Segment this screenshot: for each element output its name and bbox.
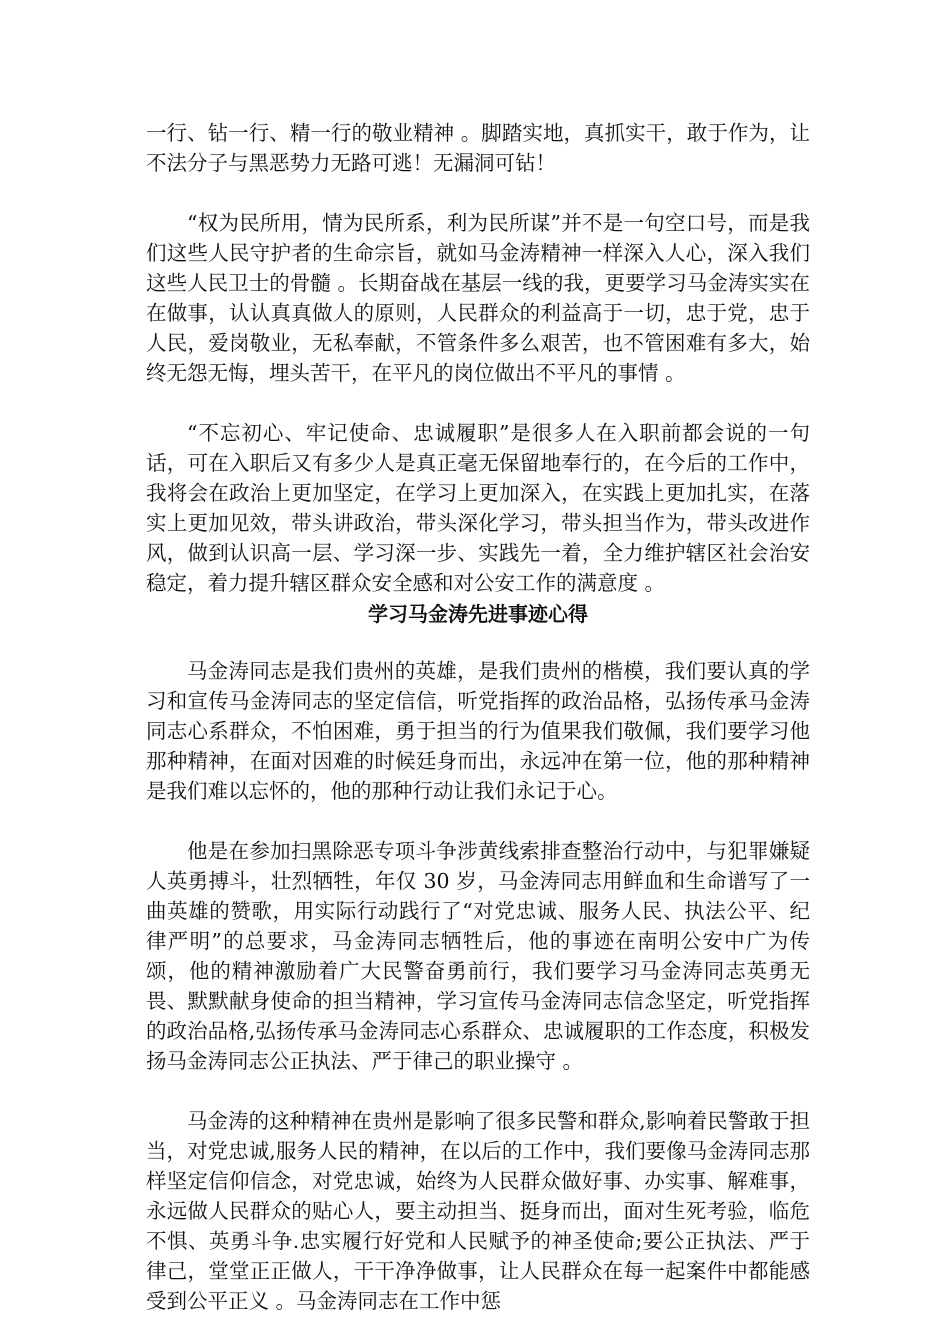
continuation-paragraph: 一行、钻一行、精一行的敬业精神 。脚踏实地，真抓实干，敢于作为，让不法分子与黑恶势力无路可逃！无漏洞可钻！ — [146, 121, 810, 175]
paragraph-sacrifice: 他是在参加扫黑除恶专项斗争涉黄线索排查整治行动中，与犯罪嫌疑人英勇搏斗，壮烈牺牲，年仅 30 岁，马金涛同志用鲜血和生命谱写了一曲英雄的赞歌，用实际行动践行了“对党忠诚、服务人民、执法公平、纪律严明”的总要求，马金涛同志牺牲后，他的事迹在南明公安中广为传颂，他的精神激励着广大民警奋勇前行，我们要学习马金涛同志英勇无畏、默默献身使命的担当精神，学习宣传马金涛同志信念坚定，听党指挥的政治品格,弘扬传承马金涛同志心系群众、忠诚履职的工作态度，积极发扬马金涛同志公正执法、严于律己的职业操守 。 — [146, 839, 810, 1073]
document-page — [146, 118, 810, 1316]
paragraph-hero-of-guizhou: 马金涛同志是我们贵州的英雄，是我们贵州的楷模，我们要认真的学习和宣传马金涛同志的坚定信信，听党指挥的政治品格，弘扬传承马金涛同志心系群众，不怕困难，勇于担当的行为值果我们敬佩，我们要学习他那种精神，在面对因难的时候廷身而出，永远冲在第一位，他的那种精神是我们难以忘怀的，他的那种行动让我们永记于心。 — [146, 659, 810, 803]
section-heading: 学习马金涛先进事迹心得 — [368, 602, 588, 626]
paragraph-power-for-people: “权为民所用，情为民所系，利为民所谋”并不是一句空口号，而是我们这些人民守护者的生命宗旨，就如马金涛精神一样深入人心，深入我们这些人民卫士的骨髓 。长期奋战在基层一线的我，更要学习马金涛实实在在做事，认认真真做人的原则，人民群众的利益高于一切，忠于党，忠于人民，爱岗敬业，无私奉献，不管条件多么艰苦，也不管困难有多大，始终无怨无悔，埋头苦干，在平凡的岗位做出不平凡的事情 。 — [146, 211, 810, 385]
paragraph-influence: 马金涛的这种精神在贵州是影响了很多民警和群众,影响着民警敢于担当，对党忠诚,服务人民的精神，在以后的工作中，我们要像马金涛同志那样坚定信仰信念，对党忠诚，始终为人民群众做好事、办实事、解难事，永远做人民群众的贴心人，要主动担当、挺身而出，面对生死考验，临危不惧、英勇斗争.忠实履行好党和人民赋予的神圣使命;要公正执法、严于律己，堂堂正正做人，干干净净做事，让人民群众在每一起案件中都能感受到公平正义 。马金涛同志在工作中惩 — [146, 1109, 810, 1313]
paragraph-original-aspiration: “不忘初心、牢记使命、忠诚履职”是很多人在入职前都会说的一句话，可在入职后又有多少人是真正毫无保留地奉行的，在今后的工作中，我将会在政治上更加坚定，在学习上更加深入，在实践上更加扎实，在落实上更加见效，带头讲政治，带头深化学习，带头担当作为，带头改进作风，做到认识高一层、学习深一步、实践先一着，全力维护辖区社会治安稳定，着力提升辖区群众安全感和对公安工作的满意度 。 — [146, 421, 810, 595]
